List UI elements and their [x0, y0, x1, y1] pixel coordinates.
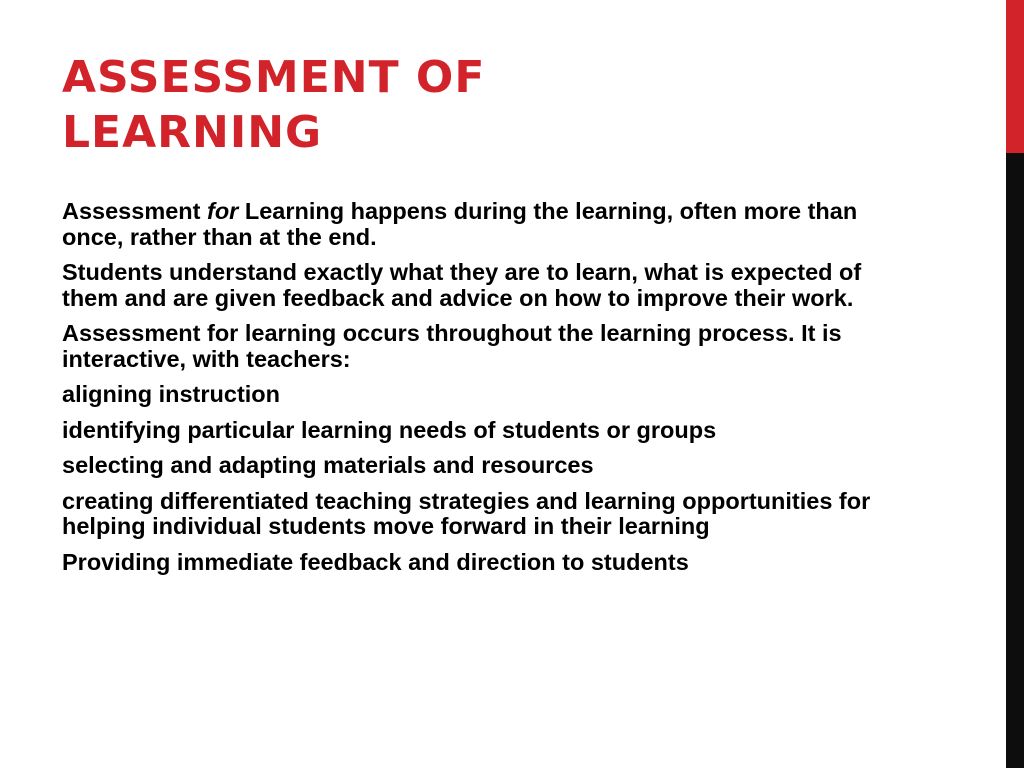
- paragraph-1-start: Assessment: [62, 198, 207, 224]
- list-item-immediate-feedback: Providing immediate feedback and direction to students: [62, 548, 689, 575]
- paragraph-students-understand: Students understand exactly what they are to learn, what is expected of them and are given feedback and advice on how to improve their work.: [62, 259, 862, 311]
- list-item-identifying-needs: identifying particular learning needs of students or groups: [62, 416, 717, 443]
- title-line-2: LEARNING: [62, 107, 323, 158]
- paragraph-1-italic-word: for: [207, 198, 239, 224]
- list-item-selecting-materials: selecting and adapting materials and resources: [62, 452, 594, 478]
- list-item-differentiated-strategies: creating differentiated teaching strategies and learning opportunities for helping individual students move forward in their learning: [62, 487, 871, 539]
- accent-bar-red-segment: [1006, 0, 1024, 153]
- paragraph-1-end: Learning happens during the learning, often more than once, rather than at the end.: [62, 198, 858, 250]
- accent-bar-dark-segment: [1006, 153, 1024, 768]
- slide-body: [62, 199, 887, 585]
- list-item-aligning-instruction: aligning instruction: [62, 381, 281, 407]
- title-line-1: ASSESSMENT OF: [62, 52, 486, 103]
- paragraph-assessment-for-learning: [62, 199, 887, 250]
- paragraph-interactive-with-teachers: Assessment for learning occurs throughout the learning process. It is interactive, with teachers:: [62, 320, 842, 372]
- right-accent-bar: [1006, 0, 1024, 768]
- slide-title: [62, 50, 762, 160]
